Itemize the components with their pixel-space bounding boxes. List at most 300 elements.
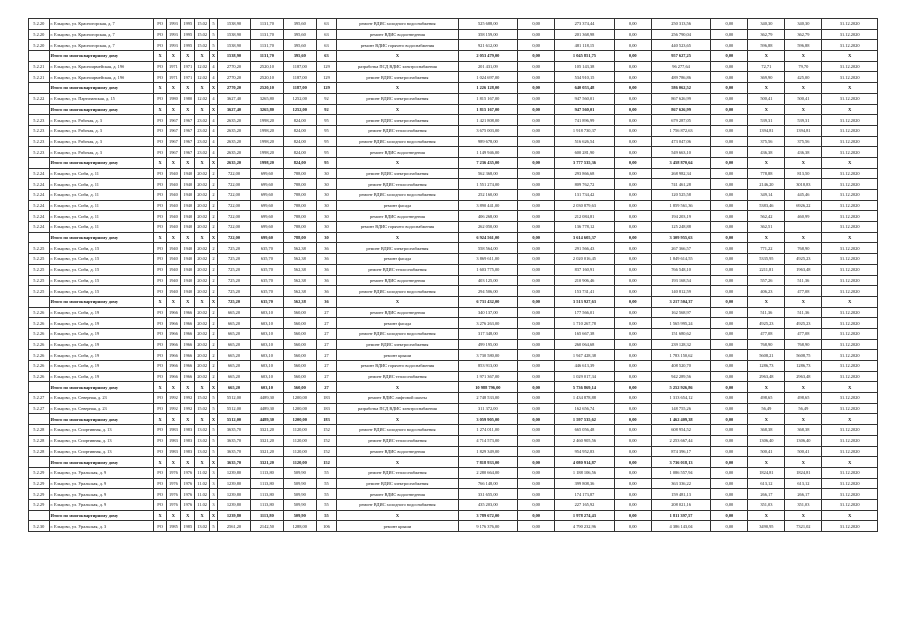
table-cell: 0,00 [614,51,651,62]
table-cell: 603,10 [250,361,283,372]
table-cell: 3635,70 [218,457,251,468]
table-cell: 183 [316,414,337,425]
table-cell: 31.12.2020 [822,489,878,500]
table-cell: 1252,00 [283,104,316,115]
table-cell: РО [154,222,166,233]
table-cell: 20.02 [195,318,209,329]
table-cell: 9 176 376,00 [458,521,518,532]
table-cell: 0,00 [518,307,555,318]
table-cell: X [166,296,180,307]
table-cell: 635,70 [250,254,283,265]
table-cell: 0,00 [614,179,651,190]
table-cell: РО [154,264,166,275]
table-cell: X [181,104,195,115]
table-cell: X [195,157,209,168]
table-cell: 31.12.2020 [822,328,878,339]
table-cell: г. Ельцово, ул. Сиби, д. 15 [49,264,154,275]
table-cell: 2 [209,286,217,297]
table-cell: 5335,95 [748,254,785,265]
table-cell: ремонт ВДИС электроснабжения [337,243,458,254]
table-cell: 294 506,00 [458,286,518,297]
table-cell: 31.12.2020 [822,446,878,457]
table-cell: 608 954,52 [651,425,711,436]
table-cell: 768,90 [785,339,822,350]
total-row [29,457,878,468]
register-sheet [28,18,878,532]
table-cell: 31.12.2020 [822,222,878,233]
table-cell: РО [154,211,166,222]
table-cell: 613,12 [785,478,822,489]
table-cell: 106 [316,521,337,532]
table-cell: 0,00 [614,446,651,457]
table-cell: 5.2.25 [29,264,50,275]
table-cell: 2 053 479,00 [458,51,518,62]
table-cell: 95 [316,157,337,168]
table-cell: 0,00 [518,211,555,222]
total-row [29,83,878,94]
table-cell: РО [154,136,166,147]
table-cell: 351,03 [748,499,785,510]
table-row [29,275,878,286]
table-cell: ремонт ВДИС водоотведения [337,147,458,158]
table-cell: 31.12.2020 [822,40,878,51]
table-cell: 0,00 [614,499,651,510]
table-cell: 408 520,70 [651,361,711,372]
table-cell: 27 [316,361,337,372]
table-row [29,211,878,222]
table-cell: 1 978 274,43 [555,510,615,521]
table-cell: X [166,157,180,168]
table-cell: 0,00 [711,232,748,243]
table-cell: РО [154,467,166,478]
table-cell: 95 [316,115,337,126]
table-cell: X [785,457,822,468]
table-cell: 136 778,12 [555,222,615,233]
table-row [29,328,878,339]
table-cell: 151 680,62 [651,328,711,339]
table-cell: 2 [209,275,217,286]
table-cell: 2 [209,339,217,350]
total-row [29,510,878,521]
table-cell: 201 431,09 [458,61,518,72]
table-cell: 1940 [166,243,180,254]
table-row [29,435,878,446]
table-cell: 2 [209,254,217,265]
table-cell: 27 [316,328,337,339]
table-cell: X [822,296,878,307]
total-row [29,382,878,393]
table-cell: 1985 [181,521,195,532]
table-cell: 440 523,65 [651,40,711,51]
table-cell: РО [154,286,166,297]
table-cell: 0,00 [711,51,748,62]
table-cell: 5.2.20 [29,29,50,40]
table-cell: г. Ельцово, ул. Сиби, д. 11 [49,200,154,211]
table-cell: 2 253 667,44 [651,435,711,446]
table-cell: X [154,51,166,62]
table-cell: 824,00 [283,115,316,126]
table-cell: ремонт ВДИС теплоснабжения [337,125,458,136]
table-cell: 5.2.26 [29,371,50,382]
table-cell: X [195,232,209,243]
table-cell: г. Ельцово, ул. Красногорская, д. 7 [49,40,154,51]
table-cell: 5.2.28 [29,446,50,457]
table-cell: 2 460 905,56 [555,435,615,446]
table-cell: 1120,00 [283,425,316,436]
table-cell: ремонт ВДИС теплоснабжения [337,371,458,382]
table-cell: 1252,00 [283,93,316,104]
table-cell: г. Ельцово, ул. Спортивная, д. 13 [49,435,154,446]
table-cell: РО [154,446,166,457]
table-cell: 1940 [181,190,195,201]
table-row [29,190,878,201]
table-cell: 445,46 [785,190,822,201]
table-cell: X [181,232,195,243]
table-cell: 867 626,99 [651,93,711,104]
table-cell: 1983 [166,425,180,436]
table-cell: 0,00 [614,72,651,83]
table-cell: 481 118,15 [555,40,615,51]
table-cell: 11.02 [195,478,209,489]
table-cell: 1200,00 [283,393,316,404]
table-cell: 72,71 [748,61,785,72]
table-cell: 3635,70 [218,425,251,436]
table-cell: г. Ельцово, ул. Сиби, д. 19 [49,339,154,350]
table-cell: 1940 [181,211,195,222]
table-cell: 1976 [181,467,195,478]
table-cell: ремонт ВДИС электроснабжения [337,339,458,350]
table-cell: г. Ельцово, ул. Сиби, д. 19 [49,361,154,372]
table-cell: 1 710 267,78 [555,318,615,329]
table-cell: 788,00 [283,179,316,190]
table-cell: 3 [209,489,217,500]
table-cell: 239 128,32 [651,339,711,350]
table-cell: X [154,83,166,94]
table-cell: 340,30 [785,19,822,30]
table-cell: 31.12.2020 [822,115,878,126]
table-cell: г. Ельцово, ул. Сиби, д. 15 [49,286,154,297]
table-cell: 4925,23 [748,318,785,329]
table-cell: 722,00 [218,179,251,190]
table-cell: 358 159,00 [458,29,518,40]
table-row [29,361,878,372]
table-cell: 4489,30 [250,403,283,414]
table-row [29,286,878,297]
table-cell: 2635,20 [218,125,251,136]
table-cell: 5.2.21 [29,72,50,83]
table-cell: 6 924 561,00 [458,232,518,243]
table-cell: ремонт ВДИС теплоснабжения [337,435,458,446]
table-cell: X [748,457,785,468]
table-cell: 509,90 [283,489,316,500]
table-cell: 1966 [181,339,195,350]
table-cell: X [337,457,458,468]
table-cell: РО [154,115,166,126]
table-cell: 31.12.2020 [822,125,878,136]
table-cell: 0,00 [711,435,748,446]
table-cell: X [748,510,785,521]
table-cell: 31.12.2020 [822,467,878,478]
table-cell: 0,00 [518,264,555,275]
table-cell: 509,90 [283,467,316,478]
table-cell: 212 084,81 [555,211,615,222]
table-cell: 30 [316,200,337,211]
table-cell: 824,00 [283,157,316,168]
table-cell: 2561,20 [218,521,251,532]
table-cell: 1966 [181,328,195,339]
table-cell: 0,00 [711,425,748,436]
table-cell: 2 [209,264,217,275]
table-cell: 477,08 [748,328,785,339]
table-cell: 560,00 [283,318,316,329]
table-cell: 4 714 573,00 [458,435,518,446]
table-cell: 5 [209,521,217,532]
table-cell: X [822,382,878,393]
table-cell: 23.02 [195,147,209,158]
table-cell: 0,00 [614,393,651,404]
table-cell: г. Ельцово, ул. Уральская, д. 9 [49,478,154,489]
table-cell: ремонт ВДИС водоотведения [337,489,458,500]
table-cell: 0,00 [518,435,555,446]
table-cell [29,510,50,521]
table-cell: 0,00 [518,179,555,190]
table-cell: 1940 [166,211,180,222]
table-cell: 5.2.26 [29,339,50,350]
total-row [29,232,878,243]
table-row [29,467,878,478]
table-cell: 20.02 [195,200,209,211]
table-cell: 0,00 [614,83,651,94]
table-cell: 1998,20 [250,157,283,168]
table-cell: 989 678,00 [458,136,518,147]
table-cell: 0,00 [518,29,555,40]
table-cell: X [166,414,180,425]
table-cell: 1940 [166,179,180,190]
table-cell: г. Ельцово, ул. Рабочая, д. 3 [49,147,154,158]
table-cell: 362,79 [748,29,785,40]
table-cell: 1966 [181,361,195,372]
table-row [29,254,878,265]
table-cell: 79,70 [785,61,822,72]
table-cell: X [209,457,217,468]
table-cell: 0,00 [518,286,555,297]
table-cell: 1120,00 [283,435,316,446]
table-cell: 12.02 [195,61,209,72]
table-cell: 3 675 003,00 [458,125,518,136]
table-cell: 0,00 [711,296,748,307]
table-cell: 31.12.2020 [822,275,878,286]
table-cell: 4 [209,136,217,147]
table-cell: г. Ельцово, ул. Сиби, д. 19 [49,318,154,329]
table-cell: 516 626,54 [555,136,615,147]
table-cell: РО [154,425,166,436]
table-cell: 725,20 [218,264,251,275]
table-cell: 406 268,00 [458,211,518,222]
table-cell: 4 386 143,04 [651,521,711,532]
table-cell: 3 777 535,36 [555,157,615,168]
table-cell: 1995 [181,40,195,51]
table-cell: 27 [316,339,337,350]
table-cell: 95 [316,136,337,147]
table-cell: 15.02 [195,393,209,404]
table-cell: г. Ельцово, ул. Рабочая, д. 3 [49,125,154,136]
table-cell: 954 952,83 [555,446,615,457]
table-cell: ремонт ВДИС горячего водоснабжения [337,40,458,51]
table-cell: 0,00 [711,307,748,318]
table-cell: 1538,90 [218,19,251,30]
table-row [29,425,878,436]
table-cell: 375,56 [785,136,822,147]
table-cell: г. Ельцово, ул. Рабочая, д. 3 [49,136,154,147]
table-cell: 349,14 [748,190,785,201]
table-row [29,29,878,40]
table-cell: 824,00 [283,125,316,136]
table-row [29,147,878,158]
table-cell: 0,00 [711,168,748,179]
table-cell: 5.2.29 [29,489,50,500]
table-cell: 0,00 [711,179,748,190]
table-cell: 20.02 [195,254,209,265]
table-cell: 31.12.2020 [822,264,878,275]
table-cell: 5.2.24 [29,168,50,179]
table-cell: 5.2.26 [29,328,50,339]
table-cell: 125 248,88 [651,222,711,233]
table-cell: 5.2.28 [29,435,50,446]
table-cell: X [181,457,195,468]
table-cell: 0,00 [614,19,651,30]
table-cell: 31.12.2020 [822,29,878,40]
table-cell: 0,00 [711,371,748,382]
table-cell: 3321,20 [250,457,283,468]
table-cell: 0,00 [518,275,555,286]
table-cell: 1120,00 [283,457,316,468]
table-cell: 2 [209,222,217,233]
table-cell: 406,23 [748,286,785,297]
table-row [29,61,878,72]
table-cell: 0,00 [711,19,748,30]
table-cell: X [209,296,217,307]
table-cell: 0,00 [614,125,651,136]
table-cell: 477,08 [785,286,822,297]
table-cell: X [822,104,878,115]
table-row [29,264,878,275]
table-cell: 31.12.2020 [822,61,878,72]
table-cell: 5.2.27 [29,393,50,404]
table-cell: 3321,20 [250,435,283,446]
table-cell: 1983 [166,446,180,457]
table-cell: 498,65 [748,393,785,404]
table-cell: 596,88 [785,40,822,51]
table-cell: 957 627,25 [651,51,711,62]
table-cell: 3 789 672,00 [458,510,518,521]
table-cell: 31.12.2020 [822,478,878,489]
table-cell: 31.12.2020 [822,190,878,201]
table-cell: 0,00 [711,61,748,72]
table-cell: 1 603 775,00 [458,264,518,275]
table-cell: г. Ельцово, ул. Уральская, д. 9 [49,467,154,478]
table-cell: 15.02 [195,403,209,414]
table-cell: 1967 [181,136,195,147]
table-cell: 1967 [181,115,195,126]
table-cell: разработка ПСД ВДИС электроснабжения [337,61,458,72]
table-cell: ремонт ВДИС электроснабжения [337,93,458,104]
table-cell: 5 252 926,86 [651,382,711,393]
table-cell: 13.02 [195,425,209,436]
table-cell: X [209,382,217,393]
table-cell: 699,60 [250,232,283,243]
table-cell: 1940 [181,179,195,190]
table-cell: 0,00 [518,371,555,382]
table-cell: 1239,80 [218,499,251,510]
table-cell: X [785,51,822,62]
table-cell: 0,00 [711,190,748,201]
table-cell: 5.2.21 [29,61,50,72]
table-cell: X [154,510,166,521]
table-cell: 1288,00 [283,521,316,532]
table-cell: X [166,457,180,468]
table-cell: 534 910,15 [555,72,615,83]
table-cell: 23.02 [195,136,209,147]
table-cell: 2635,20 [218,147,251,158]
table-cell: X [181,51,195,62]
table-cell: X [181,157,195,168]
table-cell [29,296,50,307]
table-cell: 0,00 [614,232,651,243]
table-cell: 0,00 [518,467,555,478]
table-cell: 31.12.2020 [822,179,878,190]
table-cell: 560,00 [283,328,316,339]
table-cell: 947 560,01 [555,93,615,104]
table-cell: 0,00 [614,403,651,414]
table-cell: 363 336,22 [651,478,711,489]
table-cell: 152 [316,457,337,468]
table-cell: 0,00 [614,296,651,307]
table-cell: 31.12.2020 [822,93,878,104]
table-cell: 0,00 [711,147,748,158]
table-cell: 5.2.30 [29,521,50,532]
table-cell: 0,00 [614,328,651,339]
table-cell: 0,00 [614,467,651,478]
table-cell: 5 [209,19,217,30]
table-cell: 1 829 349,00 [458,446,518,457]
table-cell: ремонт ВДИС теплоснабжения [337,467,458,478]
table-cell: 1120,00 [283,446,316,457]
table-cell: 31.12.2020 [822,286,878,297]
table-cell: 509,90 [283,510,316,521]
table-cell: 1824,81 [748,467,785,478]
table-cell: 0,00 [518,510,555,521]
table-cell: X [822,414,878,425]
table-cell: 0,00 [518,190,555,201]
table-cell: 1131,70 [250,40,283,51]
table-cell: 31.12.2020 [822,168,878,179]
table-cell: 1 462 409,38 [651,414,711,425]
table-cell: РО [154,19,166,30]
table-cell: 162 568,97 [651,307,711,318]
table-cell: 0,00 [518,232,555,243]
table-cell: 699,60 [250,222,283,233]
table-cell: X [209,157,217,168]
table-cell: 55 [316,499,337,510]
table-cell: г. Ельцово, ул. Спортивная, д. 13 [49,425,154,436]
table-cell: 1 434 878,88 [555,393,615,404]
table-cell: X [166,104,180,115]
table-row [29,179,878,190]
table-cell: 600 281,90 [555,147,615,158]
table-cell: 13.02 [195,435,209,446]
table-cell: 788,00 [283,200,316,211]
table-cell: 1239,80 [218,467,251,478]
